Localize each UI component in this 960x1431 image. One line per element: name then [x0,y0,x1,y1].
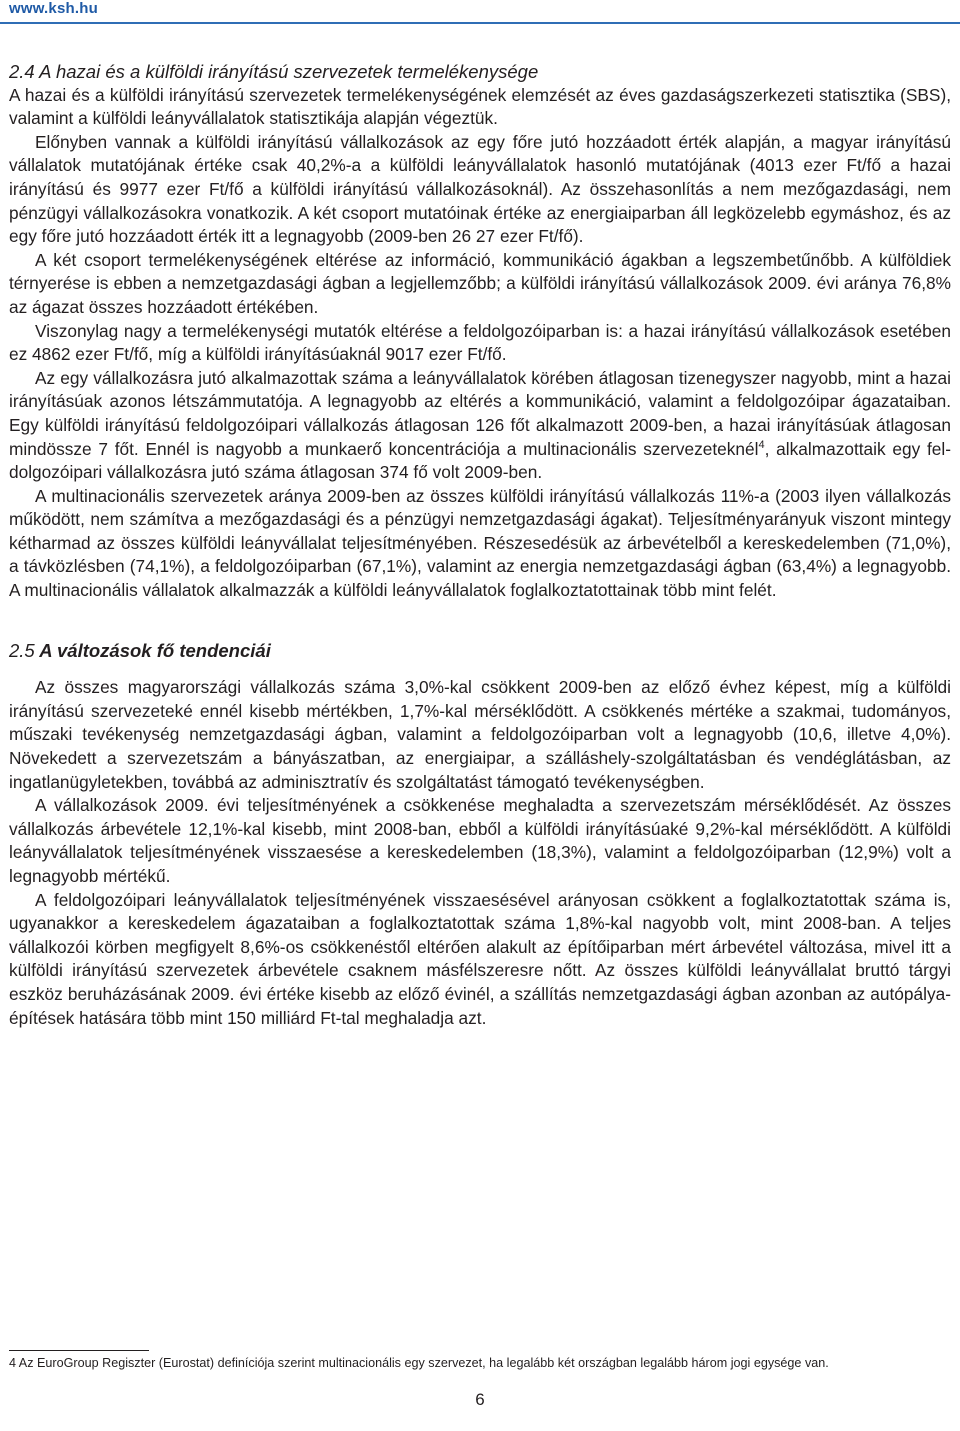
header-divider [0,22,960,24]
footnote-reference[interactable]: 4 [758,438,765,451]
section-number: 2.5 [9,639,35,661]
paragraph-2-4-1: A hazai és a külföldi irányítású szervezetek termelékenységének elemzését az éves gazdaságszerkezeti statisztika (SBS), valamint a külföldi leányvállalatok statisztikája alapján végeztük. [9,84,951,129]
document-body [9,60,951,1030]
section-heading-2-5 [9,639,951,663]
paragraph-2-4-6: A multinacionális szervezetek aránya 2009-ben az összes külföldi irányítású vállalkozás 11%-a (2003 ilyen vállalkozás működött, nem számítva a mezőgazdasági és a pénzügyi nemzetgazdasági ágakat). Teljesítményarányuk viszont mintegy kétharmad az összes külföldi leányvállalat teljesítményében. Részesedésük az árbevételből a kereskedelemben (71,0%), a távközlésben (74,1%), a feldolgozóiparban (67,1%), valamint az energia nemzetgazdasági ágban (63,4%) a legnagyobb. A multinacionális vállalatok alkalmazzák a külföldi leányvállalatok foglalkoztatottainak több mint felét. [9,485,951,601]
footnote-divider [9,1350,149,1351]
paragraph-2-5-3: A feldolgozóipari leányvállalatok teljesítményének visszaesésével arányosan csökkent a foglalkoztatottak száma is, ugyanakkor a kereskedelem ágazataiban a foglalkoztatottak száma 1,8%-kal nagyobb volt, mint 2008-ban. A teljes vállalkozói körben megfigyelt 8,6%-os csökkenéstől eltérően alakult az építőiparban mért árbevétel változása, mivel itt a külföldi irányítású szervezetek árbevétele csaknem másfélszeresre nőtt. Az összes külföldi leányvállalat bruttó tárgyi eszköz beruházásának 2009. évi értéke kisebb az előző évinél, a szállítás nemzetgazdasági ágban azonban az autópálya-építések hatására több mint 150 milliárd Ft-tal meghaladja azt. [9,889,951,1028]
paragraph-2-4-3: A két csoport termelékenységének eltérése az információ, kommunikáció ágakban a legszembetűnőbb. A külföldiek térnyerése is ebben a nemzetgazdasági ágban a legjellemzőbb; a külföldi irányítású vállalkozások 2009. évi aránya 76,8% az ágazat összes hozzáadott értékében. [9,249,951,317]
paragraph-2-4-5-text-b: , alkalmazottaik egy feldolgozóipari vállalkozásra jutó száma átlagosan 374 fő volt 2009-ben. [9,438,952,483]
paragraph-2-4-2: Előnyben vannak a külföldi irányítású vállalkozások az egy főre jutó hozzáadott érték alapján, a magyar irányítású vállalatok mutatójának értéke csak 40,2%-a a külföldi leányvállalatok hasonló mutatójának (4013 ezer Ft/fő a hazai irányítású és 9977 ezer Ft/fő a külföldi irányítású vállalkozásoknál). Az összehasonlítás a nem mezőgazdasági, nem pénzügyi vállalkozásokra vonatkozik. A két csoport mutatóinak értéke az energiaiparban áll legközelebb egymáshoz, és az egy főre jutó hozzáadott érték itt a legnagyobb (2009-ben 26 27 ezer Ft/fő). [9,131,951,247]
paragraph-2-4-5-text-a: Az egy vállalkozásra jutó alkalmazottak száma a leányvállalatok körében átlagosan tizenegyszer nagyobb, mint a hazai irányításúak azonos létszámmutatója. A legnagyobb az eltérés a kommunikáció, valamint a feldolgozóipar ágazataiban. Egy külföldi irányítású feldolgozóipari vállalkozás átlagosan 126 főt alkalmazott 2009-ben, a hazai irányításúak átlagosan mindössze 7 főt. Ennél is nagyobb a munkaerő koncentrációja a multinacionális szervezeteknél [9,367,951,459]
site-url[interactable]: www.ksh.hu [9,0,98,17]
section-heading-2-4: 2.4 A hazai és a külföldi irányítású szervezetek termelékenysége [9,61,539,82]
page-number: 6 [475,1390,485,1409]
footnote: 4 Az EuroGroup Regiszter (Eurostat) definíciója szerint multinacionális egy szervezet, ha legalább két országban legalább három jogi egysége van. [9,1356,829,1370]
paragraph-2-4-5 [9,367,951,485]
paragraph-2-5-1: Az összes magyarországi vállalkozás száma 3,0%-kal csökkent 2009-ben az előző évhez képest, míg a külföldi irányítású szervezeteké ennél kisebb mértékben, 1,7%-kal mérséklődött. A csökkenés mértéke a szakmai, tudományos, műszaki tevékenység nemzetgazdasági ágban, valamint a feldolgozóiparban volt a legnagyobb (10,6, illetve 4,0%). Növekedett a szervezetszám a bányászatban, az energiaipar, a szálláshely-szolgáltatásban és vendéglátásban, az ingatlanügyletekben, továbbá az adminisztratív és szolgáltatást támogató tevékenységben. [9,677,951,792]
paragraph-2-4-4: Viszonylag nagy a termelékenységi mutatók eltérése a feldolgozóiparban is: a hazai irányítású vállalkozások esetében ez 4862 ezer Ft/fő, míg a külföldi irányításúaknál 9017 ezer Ft/fő. [9,320,951,365]
section-title: A változások fő tendenciái [39,639,271,661]
paragraph-2-5-2: A vállalkozások 2009. évi teljesítményének a csökkenése meghaladta a szervezetszám mérséklődését. Az összes vállalkozás árbevétele 12,1%-kal kisebb, mint 2008-ban, ebből a külföldi irányításúaké 9,2%-kal mérséklődött. A külföldi leányvállalatok teljesítményének visszaesése a kereskedelemben (18,3%), valamint a feldolgozóiparban (12,9%) volt a legnagyobb mértékű. [9,795,951,886]
